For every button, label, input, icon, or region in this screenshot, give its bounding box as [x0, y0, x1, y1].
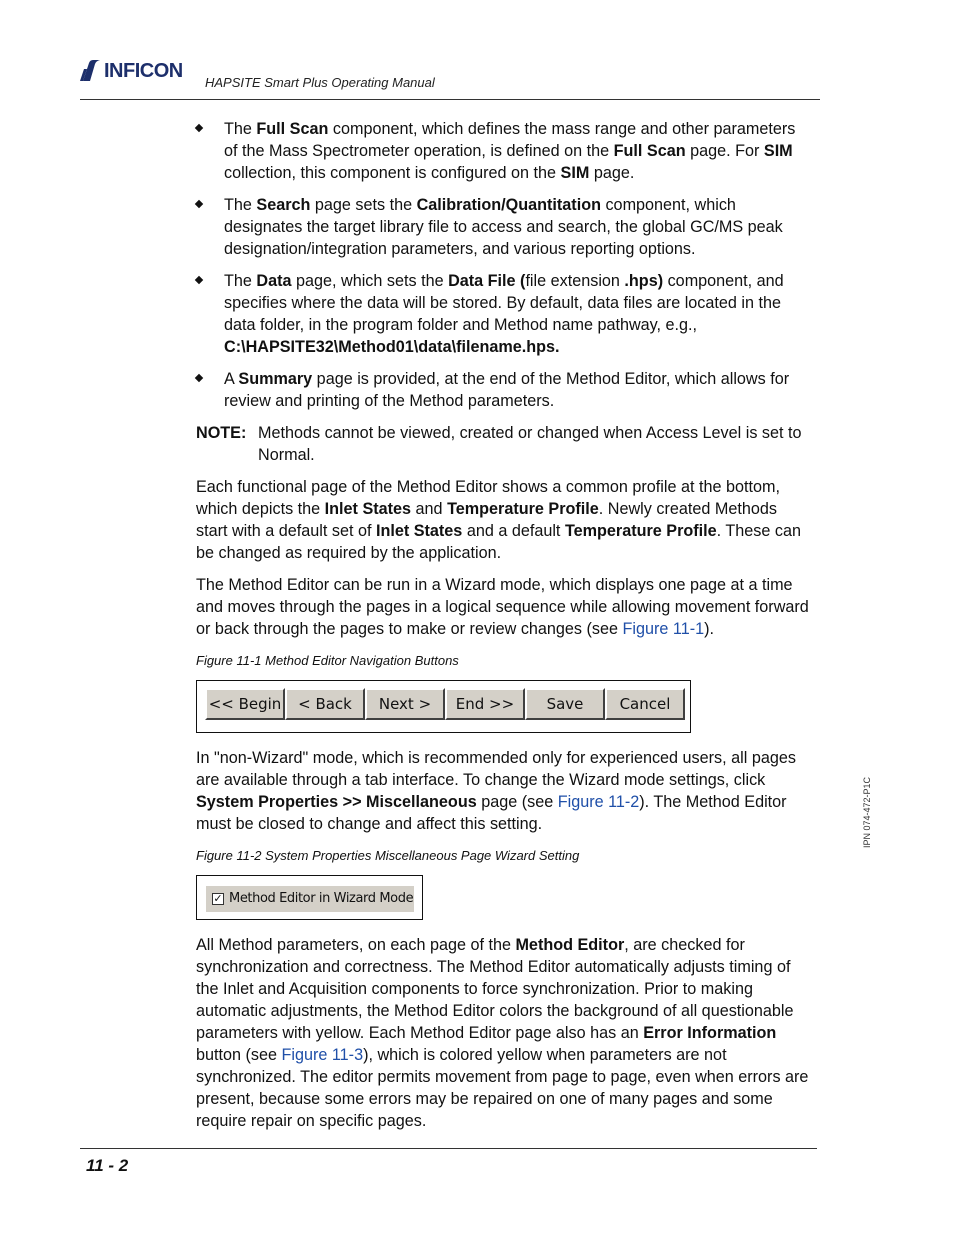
- end-button[interactable]: End >>: [445, 688, 525, 720]
- bullet-diamond-icon: [195, 124, 203, 132]
- bullet-item: [196, 368, 812, 412]
- begin-button[interactable]: << Begin: [205, 688, 285, 720]
- inficon-logo: [80, 58, 183, 84]
- bullet-diamond-icon: [195, 374, 203, 382]
- page-number: 11 - 2: [86, 1156, 129, 1175]
- text-run: file extension: [525, 272, 625, 290]
- bold-text: Calibration/Quantitation: [416, 196, 601, 214]
- paragraph-synchronization: [196, 934, 812, 1132]
- bullet-text: [224, 370, 789, 410]
- bold-text: Full Scan: [613, 142, 686, 160]
- bold-text: Method Editor: [515, 936, 625, 954]
- text-run: The: [224, 272, 257, 290]
- note: [196, 422, 812, 466]
- figure-11-1-caption: Figure 11-1 Method Editor Navigation Buttons: [196, 653, 459, 668]
- text-run: and: [411, 500, 448, 518]
- bullet-diamond-icon: [195, 276, 203, 284]
- figure-link[interactable]: Figure 11-1: [622, 620, 705, 638]
- text-run: component, which defines the mass range and other parameters of the Mass Spectrometer operation, is defined on the: [224, 120, 796, 160]
- paragraph-non-wizard: [196, 747, 812, 835]
- text-run: A: [224, 370, 239, 388]
- text-run: page, which sets the: [291, 272, 449, 290]
- wizard-mode-checkbox[interactable]: ✓: [213, 893, 223, 905]
- figure-11-2-caption: Figure 11-2 System Properties Miscellaneous Page Wizard Setting: [196, 848, 580, 863]
- paragraph-wizard-mode: [196, 574, 812, 640]
- text-run: collection, this component is configured on the: [224, 164, 561, 182]
- bold-text: Inlet States: [324, 500, 412, 518]
- bold-text: Temperature Profile: [564, 522, 717, 540]
- bold-text: Error Information: [643, 1024, 777, 1042]
- wizard-mode-setting[interactable]: [206, 886, 414, 912]
- bold-text: Inlet States: [375, 522, 463, 540]
- figure-11-1: [196, 680, 691, 733]
- bold-text: SIM: [763, 142, 793, 160]
- footer-divider: [80, 1148, 817, 1149]
- text-run: component, and specifies where the data will be stored. By default, data files are located in the data folder, in the program folder and Method name pathway, e.g.,: [224, 272, 784, 334]
- text-run: The Method Editor can be run in a Wizard mode, which displays one page at a time and moves through the pages in a logical sequence while allowing movement forward or back through the pages to make or review changes (see: [196, 576, 809, 638]
- text-run: Each functional page of the Method Editor shows a common profile at the bottom, which depicts the: [196, 478, 780, 518]
- save-button[interactable]: Save: [525, 688, 605, 720]
- bullet-item: [196, 118, 812, 184]
- cancel-button[interactable]: Cancel: [605, 688, 685, 720]
- ipn-label: IPN 074-472-P1C: [862, 776, 872, 848]
- header-divider: [80, 99, 820, 100]
- text-run: ), which is colored yellow when parameters are not synchronized. The editor permits movement from page to page, even when errors are present, because some errors may be repaired on one of many pages and some require repair on specific pages.: [196, 1046, 809, 1130]
- next-button[interactable]: Next >: [365, 688, 445, 720]
- navigation-button-bar: [205, 688, 690, 720]
- bold-text: Summary: [238, 370, 313, 388]
- bold-text: Temperature Profile: [447, 500, 599, 518]
- bullet-item: [196, 270, 812, 358]
- text-run: button (see: [196, 1046, 282, 1064]
- text-run: The: [224, 196, 257, 214]
- page-content: [196, 118, 812, 1142]
- bold-text: C:\HAPSITE32\Method01\data\filename.hps.: [224, 338, 560, 356]
- bullet-list: [196, 118, 812, 412]
- wizard-mode-label: Method Editor in Wizard Mode: [229, 891, 414, 906]
- bullet-item: [196, 194, 812, 260]
- text-run: page sets the: [310, 196, 417, 214]
- bullet-text: [224, 120, 795, 182]
- note-label: NOTE:: [196, 424, 247, 442]
- bullet-text: [224, 196, 783, 258]
- text-run: All Method parameters, on each page of the: [196, 936, 516, 954]
- text-run: The: [224, 120, 257, 138]
- bold-text: Full Scan: [256, 120, 329, 138]
- text-run: . Newly created Methods start with a default set of: [196, 500, 777, 540]
- paragraph-profile: [196, 476, 812, 564]
- bullet-diamond-icon: [195, 200, 203, 208]
- inficon-logo-icon: [80, 59, 102, 83]
- text-run: ).: [704, 620, 714, 638]
- text-run: . These can be changed as required by the application.: [196, 522, 801, 562]
- text-run: page.: [589, 164, 635, 182]
- text-run: page. For: [685, 142, 764, 160]
- text-run: page is provided, at the end of the Method Editor, which allows for review and printing of the Method parameters.: [224, 370, 790, 410]
- figure-link[interactable]: Figure 11-2: [557, 793, 640, 811]
- text-run: , are checked for synchronization and correctness. The Method Editor automatically adjusts timing of the Inlet and Acquisition components to force synchronization. Prior to making automatic adjustments, the Method Editor colors the background of all questionable parameters with yellow. Each Method Editor page also has an: [196, 936, 794, 1042]
- text-run: component, which designates the target library file to access and search, the global GC/MS peak designation/integration parameters, and various reporting options.: [224, 196, 783, 258]
- bullet-text: [224, 272, 784, 356]
- bold-text: Data File (: [448, 272, 526, 290]
- figure-link[interactable]: Figure 11-3: [281, 1046, 364, 1064]
- text-run: and a default: [462, 522, 565, 540]
- bold-text: Data: [256, 272, 292, 290]
- bold-text: SIM: [560, 164, 590, 182]
- back-button[interactable]: < Back: [285, 688, 365, 720]
- bold-text: .hps): [624, 272, 664, 290]
- brand-name: INFICON: [104, 59, 183, 82]
- note-text: Methods cannot be viewed, created or changed when Access Level is set to Normal.: [258, 424, 802, 464]
- text-run: page (see: [476, 793, 558, 811]
- bold-text: System Properties >> Miscellaneous: [196, 793, 477, 811]
- text-run: ). The Method Editor must be closed to change and affect this setting.: [196, 793, 787, 833]
- figure-11-2: [196, 875, 423, 920]
- document-title: HAPSITE Smart Plus Operating Manual: [205, 75, 435, 90]
- bold-text: Search: [256, 196, 311, 214]
- text-run: In "non-Wizard" mode, which is recommended only for experienced users, all pages are available through a tab interface. To change the Wizard mode settings, click: [196, 749, 796, 789]
